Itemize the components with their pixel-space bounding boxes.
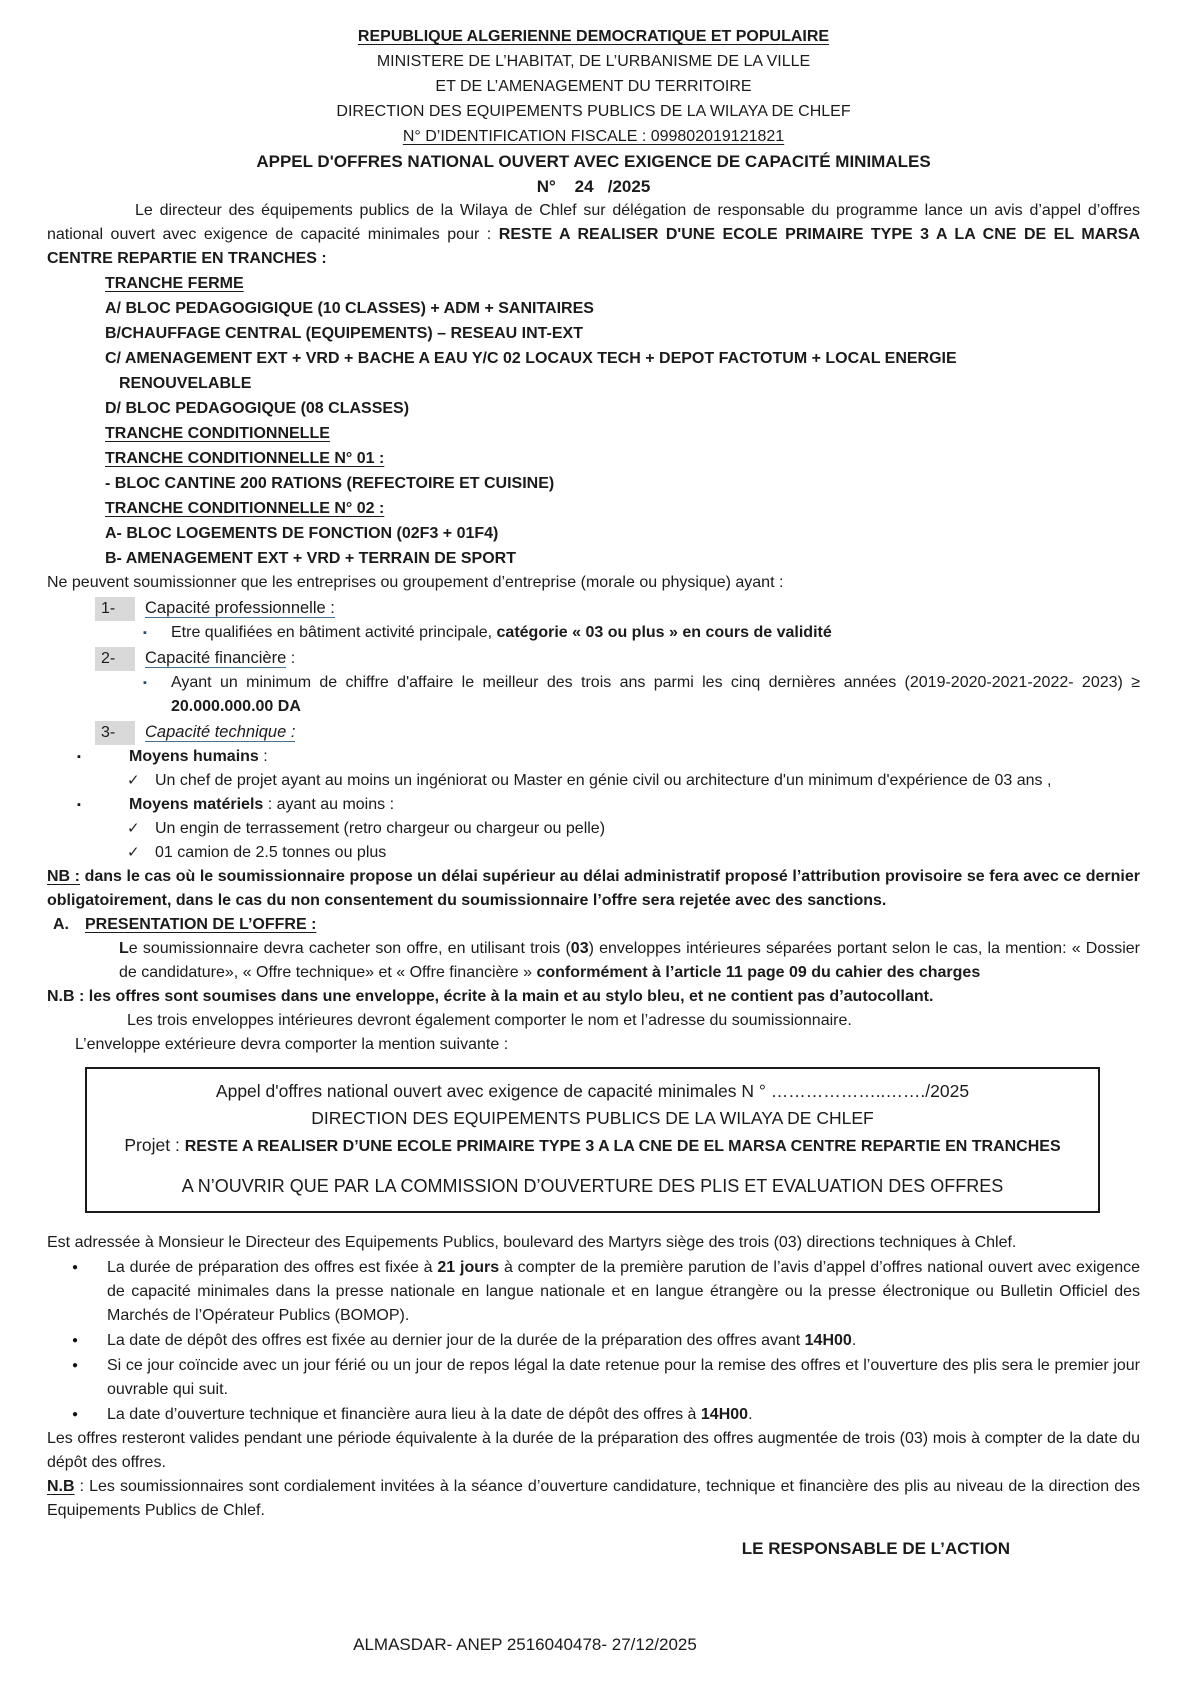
notice-title: APPEL D'OFFRES NATIONAL OUVERT AVEC EXIGENCE DE CAPACITÉ MINIMALES xyxy=(256,152,931,171)
tranche-item: B- AMENAGEMENT EXT + VRD + TERRAIN DE SPORT xyxy=(105,550,516,567)
fiscal-id-text: N° D’IDENTIFICATION FISCALE : 099802019121821 xyxy=(402,128,785,145)
nb-delay-warning: NB : dans le cas où le soumissionnaire propose un délai supérieur au délai administratif proposé l’attribution provisoire se fera avec ce dernier obligatoirement, dans le cas du non consentement du soumissionnaire l’offre sera rejetée avec des sanctions. xyxy=(47,868,1140,909)
check-bullet-icon: ✓ xyxy=(127,772,140,789)
tranche-heading-conditionnelle-01: TRANCHE CONDITIONNELLE N° 01 : xyxy=(105,450,385,467)
capacity-2-requirement-text: Ayant un minimum de chiffre d'affaire le meilleur des trois ans parmi les cinq dernières années (2019-2020-2021-2022- 2023) ≥ 20.000.000.00 DA xyxy=(171,674,1140,715)
tranche-heading-conditionnelle-02: TRANCHE CONDITIONNELLE N° 02 : xyxy=(105,500,385,517)
square-bullet-icon: ▪ xyxy=(143,627,147,639)
section-a-heading xyxy=(53,913,1140,937)
inner-envelopes-note: Les trois enveloppes intérieures devront également comporter le nom et l’adresse du soumissionnaire. xyxy=(127,1012,852,1029)
capacity-2-heading xyxy=(95,646,1140,671)
condition-item-deposit xyxy=(72,1329,1140,1353)
human-resources-item-text: Un chef de projet ayant au moins un ingéniorat ou Master en génie civil ou architecture d'un minimum d'expérience de 03 ans , xyxy=(155,772,1052,789)
tranche-list xyxy=(105,271,1140,571)
material-resources-item-text: Un engin de terrassement (retro chargeur ou chargeur ou pelle) xyxy=(155,820,606,837)
direction-line: DIRECTION DES EQUIPEMENTS PUBLICS DE LA WILAYA DE CHLEF xyxy=(336,103,851,120)
check-bullet-icon: ✓ xyxy=(127,820,140,837)
tranche-heading-conditionnelle: TRANCHE CONDITIONNELLE xyxy=(105,425,330,442)
signature-title: LE RESPONSABLE DE L’ACTION xyxy=(741,1539,1010,1558)
capacity-2-title: Capacité financière xyxy=(145,649,287,667)
round-bullet-icon: ● xyxy=(72,1409,79,1420)
outer-envelope-note: L’enveloppe extérieure devra comporter la mention suivante : xyxy=(75,1036,509,1053)
envelope-instructions: Le soumissionnaire devra cacheter son offre, en utilisant trois (03) enveloppes intérieures séparées portant selon le cas, la mention: « Dossier de candidature», « Offre technique» et « Offre financière » conformément à l’article 11 page 09 du cahier des charges xyxy=(119,940,1140,981)
address-paragraph: Est adressée à Monsieur le Directeur des Equipements Publics, boulevard des Martyrs siège des trois (03) directions techniques à Chlef. xyxy=(47,1234,1017,1251)
condition-item-duration xyxy=(72,1256,1140,1328)
capacity-3-title: Capacité technique : xyxy=(145,723,296,741)
capacity-1-requirement xyxy=(143,621,1140,645)
document-header xyxy=(47,24,1140,199)
ministry-line-1: MINISTERE DE L’HABITAT, DE L’URBANISME DE LA VILLE xyxy=(376,53,811,70)
condition-text: Si ce jour coïncide avec un jour férié ou un jour de repos légal la date retenue pour la remise des offres et l’ouverture des plis sera le premier jour ouvrable qui suit. xyxy=(107,1357,1140,1398)
section-a-title: PRESENTATION DE L’OFFRE : xyxy=(85,916,317,933)
section-a-letter: A. xyxy=(53,916,69,933)
material-resources-label: Moyens matériels xyxy=(129,796,264,813)
box-commission-line: A N’OUVRIR QUE PAR LA COMMISSION D’OUVERTURE DES PLIS ET EVALUATION DES OFFRES xyxy=(181,1176,1004,1196)
material-resources-item xyxy=(127,841,1140,865)
check-bullet-icon: ✓ xyxy=(127,844,140,861)
nb-envelope-rule: N.B : les offres sont soumises dans une enveloppe, écrite à la main et au stylo bleu, et ne contient pas d’autocollant. xyxy=(47,988,934,1005)
material-resources-label-wrap: Moyens matériels : ayant au moins : xyxy=(129,796,395,813)
human-resources-label: Moyens humains xyxy=(129,748,259,765)
project-title-text: RESTE A REALISER D'UNE ECOLE PRIMAIRE TYPE 3 A LA CNE DE EL MARSA CENTRE REPARTIE EN TRANCHES : xyxy=(47,226,1141,267)
capacity-3-number: 3- xyxy=(95,721,135,745)
tranche-item-continuation: RENOUVELABLE xyxy=(119,375,252,392)
capacity-2-requirement xyxy=(143,671,1140,719)
eligibility-intro: Ne peuvent soumissionner que les entreprises ou groupement d’entreprise (morale ou physique) ayant : xyxy=(47,574,784,591)
capacity-3-heading xyxy=(95,720,1140,745)
nb-opening-invitation: N.B : Les soumissionnaires sont cordialement invitées à la séance d’ouverture candidature, technique et financière des plis au niveau de la direction des Equipements Publics de Chlef. xyxy=(47,1478,1140,1519)
tranche-item: C/ AMENAGEMENT EXT + VRD + BACHE A EAU Y/C 02 LOCAUX TECH + DEPOT FACTOTUM + LOCAL ENERGIE xyxy=(105,350,957,367)
condition-item-opening xyxy=(72,1403,1140,1427)
condition-item-holiday xyxy=(72,1354,1140,1402)
tranche-item: D/ BLOC PEDAGOGIQUE (08 CLASSES) xyxy=(105,400,410,417)
intro-text: Le directeur des équipements publics de la Wilaya de Chlef sur délégation de responsable du programme lance un avis d’appel d’offres national ouvert avec exigence de capacité minimales pour : xyxy=(47,202,1140,243)
human-resources-label-wrap: Moyens humains : xyxy=(129,748,268,765)
republic-title-text: REPUBLIQUE ALGERIENNE DEMOCRATIQUE ET POPULAIRE xyxy=(357,28,830,45)
material-resources-item xyxy=(127,817,1140,841)
square-bullet-icon: ▪ xyxy=(77,799,81,811)
square-bullet-icon: ▪ xyxy=(77,751,81,763)
box-project-line xyxy=(101,1132,1084,1160)
ministry-line-2: ET DE L’AMENAGEMENT DU TERRITOIRE xyxy=(435,78,752,95)
box-tender-line: Appel d'offres national ouvert avec exigence de capacité minimales N ° ………………..……./2025 xyxy=(215,1081,970,1101)
round-bullet-icon: ● xyxy=(72,1262,79,1273)
capacity-2-colon: : xyxy=(286,650,296,667)
tranche-item: B/CHAUFFAGE CENTRAL (EQUIPEMENTS) – RESEAU INT-EXT xyxy=(105,325,583,342)
nb-label: N.B xyxy=(47,1478,75,1495)
fiscal-id-line xyxy=(47,124,1140,149)
human-resources-item xyxy=(127,769,1140,793)
publication-footer: ALMASDAR- ANEP 2516040478- 27/12/2025 xyxy=(353,1635,697,1654)
notice-number: N° 24 /2025 xyxy=(536,177,651,196)
nb-label: NB : xyxy=(47,868,81,885)
intro-paragraph xyxy=(47,199,1140,271)
capacity-1-title: Capacité professionnelle : xyxy=(145,599,335,617)
capacity-1-heading xyxy=(95,596,1140,621)
condition-text: La date d’ouverture technique et financière aura lieu à la date de dépôt des offres à 14H00. xyxy=(107,1406,753,1423)
box-direction-line: DIRECTION DES EQUIPEMENTS PUBLICS DE LA WILAYA DE CHLEF xyxy=(311,1108,874,1128)
human-resources-heading xyxy=(77,745,1140,769)
material-resources-item-text: 01 camion de 2.5 tonnes ou plus xyxy=(155,844,387,861)
capacity-2-number: 2- xyxy=(95,647,135,671)
tranche-item: - BLOC CANTINE 200 RATIONS (REFECTOIRE ET CUISINE) xyxy=(105,475,555,492)
envelope-mention-box xyxy=(85,1067,1100,1213)
tranche-heading-ferme: TRANCHE FERME xyxy=(105,275,244,292)
material-resources-heading xyxy=(77,793,1140,817)
tranche-item: A/ BLOC PEDAGOGIGIQUE (10 CLASSES) + ADM + SANITAIRES xyxy=(105,300,594,317)
republic-title xyxy=(47,24,1140,49)
validity-paragraph: Les offres resteront valides pendant une période équivalente à la durée de la préparation des offres augmentée de trois (03) mois à compter de la date du dépôt des offres. xyxy=(47,1430,1140,1471)
capacity-1-requirement-text: Etre qualifiées en bâtiment activité principale, catégorie « 03 ou plus » en cours de validité xyxy=(171,624,832,641)
round-bullet-icon: ● xyxy=(72,1335,79,1346)
condition-text: La durée de préparation des offres est fixée à 21 jours à compter de la première parution de l’avis d’appel d’offres national ouvert avec exigence de capacité minimales dans la presse nationale en langue nationale et en langue étrangère ou la presse électronique ou Bulletin Officiel des Marchés de l’Opérateur Publics (BOMOP). xyxy=(107,1259,1141,1324)
tranche-item: A- BLOC LOGEMENTS DE FONCTION (02F3 + 01F4) xyxy=(105,525,499,542)
capacity-1-number: 1- xyxy=(95,597,135,621)
round-bullet-icon: ● xyxy=(72,1360,79,1371)
square-bullet-icon: ▪ xyxy=(143,677,147,689)
condition-text: La date de dépôt des offres est fixée au dernier jour de la durée de la préparation des offres avant 14H00. xyxy=(107,1332,857,1349)
box-project-label: Projet : xyxy=(124,1135,185,1155)
box-project-title: RESTE A REALISER D’UNE ECOLE PRIMAIRE TYPE 3 A LA CNE DE EL MARSA CENTRE REPARTIE EN TRANCHES xyxy=(184,1138,1061,1155)
